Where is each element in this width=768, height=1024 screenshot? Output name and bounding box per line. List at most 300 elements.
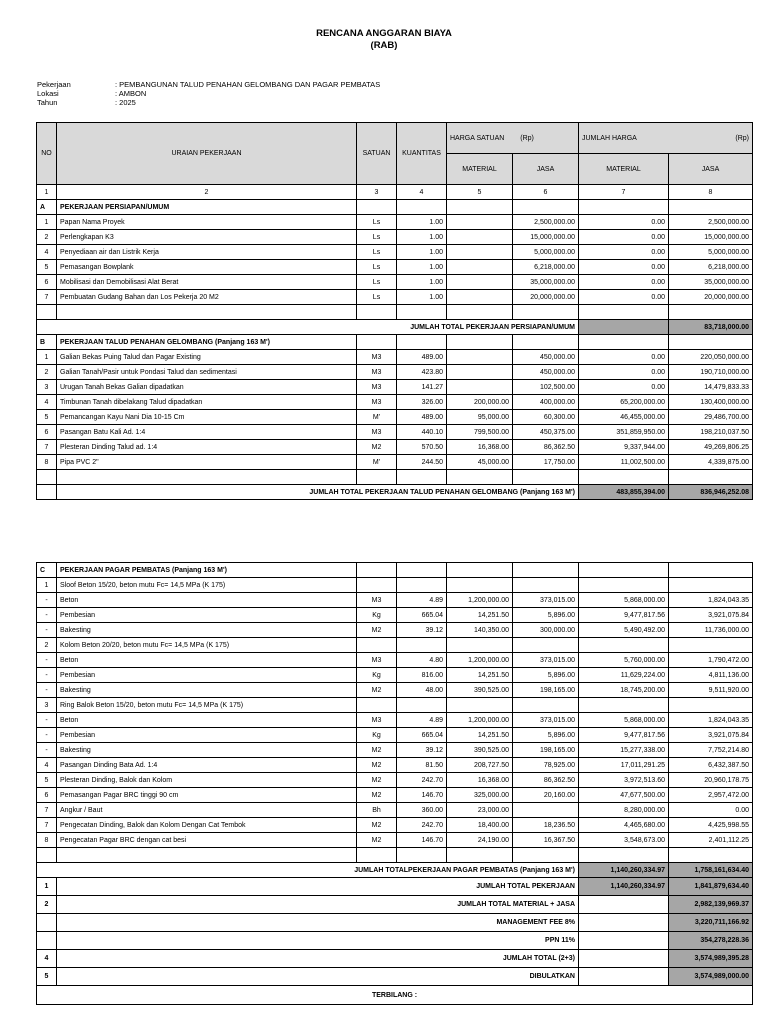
summary-label: JUMLAH TOTAL PEKERJAAN <box>57 878 579 896</box>
section-c-item-row <box>37 803 753 818</box>
section-b-jumlah-material: 11,002,500.00 <box>579 455 669 470</box>
section-c-no: - <box>37 608 57 623</box>
section-c-jumlah-material: 3,972,513.60 <box>579 773 669 788</box>
section-b-kuantitas: 489.00 <box>397 350 447 365</box>
section-a-no: 1 <box>37 215 57 230</box>
section-c-harga-material: 14,251.50 <box>447 728 513 743</box>
section-b-harga-jasa: 60,300.00 <box>513 410 579 425</box>
section-c-satuan: M2 <box>357 683 397 698</box>
header-harga-rp: (Rp) <box>520 134 534 142</box>
section-c-satuan: M2 <box>357 743 397 758</box>
section-c-uraian: Pengecatan Dinding, Balok dan Kolom Dengan Cat Tembok <box>57 818 357 833</box>
empty-cell <box>447 563 513 578</box>
empty-cell <box>513 563 579 578</box>
section-a-uraian: Mobilisasi dan Demobilisasi Alat Berat <box>57 275 357 290</box>
section-c-item-row <box>37 743 753 758</box>
section-a-no: 7 <box>37 290 57 305</box>
section-c-uraian: Pemasangan Pagar BRC tinggi 90 cm <box>57 788 357 803</box>
empty-cell <box>579 335 669 350</box>
section-c-item-row <box>37 818 753 833</box>
section-c-item-row <box>37 728 753 743</box>
section-b-jumlah-material: 46,455,000.00 <box>579 410 669 425</box>
section-c-jumlah-material: 5,868,000.00 <box>579 593 669 608</box>
section-b-harga-jasa: 86,362.50 <box>513 440 579 455</box>
section-b-satuan: M3 <box>357 380 397 395</box>
section-c-satuan: M2 <box>357 773 397 788</box>
section-c-satuan: M3 <box>357 713 397 728</box>
section-c-uraian: Kolom Beton 20/20, beton mutu Fc= 14,5 MPa (K 175) <box>57 638 357 653</box>
header-material-total: MATERIAL <box>579 154 669 185</box>
section-c-jumlah-material <box>579 638 669 653</box>
section-b-jumlah-jasa: 190,710,000.00 <box>669 365 753 380</box>
pekerjaan-label: Pekerjaan <box>37 80 71 89</box>
section-c-harga-material: 390,525.00 <box>447 683 513 698</box>
summary-material <box>579 932 669 950</box>
section-c-item-row <box>37 833 753 848</box>
section-b-item-row <box>37 455 753 470</box>
section-c-no: - <box>37 623 57 638</box>
summary-jasa: 3,220,711,166.92 <box>669 914 753 932</box>
section-c-no: 7 <box>37 803 57 818</box>
section-a-harga-material <box>447 230 513 245</box>
colnum-1: 1 <box>37 185 57 200</box>
section-b-uraian: Pemancangan Kayu Nani Dia 10-15 Cm <box>57 410 357 425</box>
section-c-satuan: M2 <box>357 788 397 803</box>
section-c-kuantitas: 81.50 <box>397 758 447 773</box>
section-a-jumlah-jasa: 6,218,000.00 <box>669 260 753 275</box>
section-c-jumlah-material: 18,745,200.00 <box>579 683 669 698</box>
section-c-harga-material: 23,000.00 <box>447 803 513 818</box>
summary-material <box>579 968 669 986</box>
section-c-harga-material <box>447 638 513 653</box>
empty-cell <box>357 563 397 578</box>
section-c-harga-jasa: 373,015.00 <box>513 713 579 728</box>
empty-cell <box>579 848 669 863</box>
summary-material <box>579 950 669 968</box>
section-c-item-row <box>37 593 753 608</box>
summary-no: 1 <box>37 878 57 896</box>
section-c-harga-jasa <box>513 803 579 818</box>
section-a-item-row <box>37 215 753 230</box>
section-c-uraian: Pembesian <box>57 728 357 743</box>
section-b-no: 2 <box>37 365 57 380</box>
section-b-harga-material: 200,000.00 <box>447 395 513 410</box>
summary-no: 5 <box>37 968 57 986</box>
section-c-jumlah-jasa: 7,752,214.80 <box>669 743 753 758</box>
section-b-header <box>37 335 753 350</box>
section-a-kuantitas: 1.00 <box>397 275 447 290</box>
summary-label: PPN 11% <box>57 932 579 950</box>
section-b-uraian: Timbunan Tanah dibelakang Talud dipadatkan <box>57 395 357 410</box>
section-b-no: 7 <box>37 440 57 455</box>
summary-row <box>37 914 753 932</box>
section-c-kuantitas: 146.70 <box>397 833 447 848</box>
summary-no: 2 <box>37 896 57 914</box>
section-a-uraian: Perlengkapan K3 <box>57 230 357 245</box>
empty-cell <box>397 200 447 215</box>
section-b-kuantitas: 423.80 <box>397 365 447 380</box>
section-b-jumlah-jasa: 49,269,806.25 <box>669 440 753 455</box>
header-material: MATERIAL <box>447 154 513 185</box>
empty-cell <box>357 470 397 485</box>
summary-material <box>579 896 669 914</box>
section-a-no: 5 <box>37 260 57 275</box>
section-a-jumlah-jasa: 15,000,000.00 <box>669 230 753 245</box>
section-a-jumlah-material: 0.00 <box>579 290 669 305</box>
pekerjaan-value: : PEMBANGUNAN TALUD PENAHAN GELOMBANG DAN PAGAR PEMBATAS <box>115 80 381 89</box>
empty-cell <box>37 848 57 863</box>
section-c-total-label: JUMLAH TOTALPEKERJAAN PAGAR PEMBATAS (Panjang 163 M') <box>37 863 579 878</box>
section-c-kuantitas <box>397 638 447 653</box>
section-c-jumlah-material: 47,677,500.00 <box>579 788 669 803</box>
empty-cell <box>57 848 357 863</box>
section-c-kuantitas: 39.12 <box>397 623 447 638</box>
section-a-total-row <box>37 320 753 335</box>
header-jumlah-rp: (Rp) <box>735 134 749 142</box>
section-a-jumlah-jasa: 35,000,000.00 <box>669 275 753 290</box>
section-b-item-row <box>37 380 753 395</box>
section-a-header <box>37 200 753 215</box>
section-c-harga-material <box>447 578 513 593</box>
empty-cell <box>579 470 669 485</box>
section-b-item-row <box>37 365 753 380</box>
tahun-value: : 2025 <box>115 98 136 107</box>
section-b-satuan: M' <box>357 455 397 470</box>
colnum-8: 8 <box>669 185 753 200</box>
section-c-header <box>37 563 753 578</box>
section-c-harga-jasa: 78,925.00 <box>513 758 579 773</box>
empty-cell <box>669 200 753 215</box>
document-title: RENCANA ANGGARAN BIAYA <box>316 28 452 39</box>
section-b-jumlah-material: 9,337,944.00 <box>579 440 669 455</box>
section-b-no: 8 <box>37 455 57 470</box>
section-c-uraian: Pengecatan Pagar BRC dengan cat besi <box>57 833 357 848</box>
section-a-total-label: JUMLAH TOTAL PEKERJAAN PERSIAPAN/UMUM <box>37 320 579 335</box>
summary-jasa: 1,841,879,634.40 <box>669 878 753 896</box>
section-a-jumlah-jasa: 20,000,000.00 <box>669 290 753 305</box>
section-a-jumlah-material: 0.00 <box>579 230 669 245</box>
empty-cell <box>447 848 513 863</box>
section-b-harga-material: 799,500.00 <box>447 425 513 440</box>
section-c-item-row <box>37 698 753 713</box>
section-a-harga-jasa: 15,000,000.00 <box>513 230 579 245</box>
section-b-kuantitas: 570.50 <box>397 440 447 455</box>
empty-cell <box>397 848 447 863</box>
section-c-harga-material: 1,200,000.00 <box>447 713 513 728</box>
section-b-jumlah-jasa: 130,400,000.00 <box>669 395 753 410</box>
section-a-satuan: Ls <box>357 230 397 245</box>
section-c-total-material: 1,140,260,334.97 <box>579 863 669 878</box>
section-c-harga-jasa: 198,165.00 <box>513 683 579 698</box>
section-b-uraian: Plesteran Dinding Talud ad. 1:4 <box>57 440 357 455</box>
section-b-jumlah-material: 0.00 <box>579 380 669 395</box>
empty-cell <box>357 848 397 863</box>
column-number-row <box>37 185 753 200</box>
section-a-code: A <box>37 200 57 215</box>
section-b-kuantitas: 141.27 <box>397 380 447 395</box>
section-c-harga-material: 14,251.50 <box>447 608 513 623</box>
summary-label: MANAGEMENT FEE 8% <box>57 914 579 932</box>
section-c-harga-jasa <box>513 698 579 713</box>
empty-cell <box>57 470 357 485</box>
section-a-item-row <box>37 275 753 290</box>
section-c-harga-material: 24,190.00 <box>447 833 513 848</box>
colnum-6: 6 <box>513 185 579 200</box>
section-c-item-row <box>37 623 753 638</box>
section-c-jumlah-material: 9,477,817.56 <box>579 728 669 743</box>
summary-label: JUMLAH TOTAL MATERIAL + JASA <box>57 896 579 914</box>
section-c-no: - <box>37 593 57 608</box>
header-satuan: SATUAN <box>357 123 397 185</box>
section-a-no: 4 <box>37 245 57 260</box>
section-b-jumlah-jasa: 198,210,037.50 <box>669 425 753 440</box>
section-b-harga-material <box>447 380 513 395</box>
section-c-harga-jasa: 16,367.50 <box>513 833 579 848</box>
empty-cell <box>513 200 579 215</box>
section-c-harga-material: 16,368.00 <box>447 773 513 788</box>
summary-material: 1,140,260,334.97 <box>579 878 669 896</box>
section-b-satuan: M' <box>357 410 397 425</box>
empty-cell <box>397 335 447 350</box>
section-b-total-material: 483,855,394.00 <box>579 485 669 500</box>
section-a-no: 6 <box>37 275 57 290</box>
section-c-uraian: Beton <box>57 653 357 668</box>
section-b-code: B <box>37 335 57 350</box>
empty-cell <box>513 335 579 350</box>
empty-cell <box>37 485 57 500</box>
section-a-item-row <box>37 230 753 245</box>
section-b-title: PEKERJAAN TALUD PENAHAN GELOMBANG (Panjang 163 M') <box>57 335 357 350</box>
header-no: NO <box>37 123 57 185</box>
section-a-kuantitas: 1.00 <box>397 290 447 305</box>
lokasi-value: : AMBON <box>115 89 147 98</box>
section-b-no: 1 <box>37 350 57 365</box>
section-c-jumlah-material: 9,477,817.56 <box>579 608 669 623</box>
section-c-jumlah-material: 15,277,338.00 <box>579 743 669 758</box>
section-c-uraian: Angkur / Baut <box>57 803 357 818</box>
empty-cell <box>447 335 513 350</box>
summary-jasa: 2,982,139,969.37 <box>669 896 753 914</box>
section-c-jumlah-jasa: 11,736,000.00 <box>669 623 753 638</box>
section-c-code: C <box>37 563 57 578</box>
section-c-no: 1 <box>37 578 57 593</box>
section-c-jumlah-jasa: 2,401,112.25 <box>669 833 753 848</box>
section-b-total-row <box>37 485 753 500</box>
section-b-no: 6 <box>37 425 57 440</box>
section-c-harga-jasa: 373,015.00 <box>513 593 579 608</box>
section-c-kuantitas <box>397 578 447 593</box>
section-c-no: - <box>37 683 57 698</box>
section-b-kuantitas: 489.00 <box>397 410 447 425</box>
section-c-no: - <box>37 668 57 683</box>
empty-cell <box>397 563 447 578</box>
section-c-jumlah-material: 17,011,291.25 <box>579 758 669 773</box>
section-b-harga-material <box>447 365 513 380</box>
section-b-harga-jasa: 450,000.00 <box>513 365 579 380</box>
section-c-satuan: Kg <box>357 728 397 743</box>
summary-row <box>37 878 753 896</box>
section-b-item-row <box>37 425 753 440</box>
empty-cell <box>579 305 669 320</box>
section-b-satuan: M3 <box>357 425 397 440</box>
section-c-no: - <box>37 653 57 668</box>
colnum-5: 5 <box>447 185 513 200</box>
section-b-jumlah-material: 0.00 <box>579 350 669 365</box>
section-c-jumlah-material <box>579 698 669 713</box>
section-a-total-jasa: 83,718,000.00 <box>669 320 753 335</box>
section-c-kuantitas: 4.89 <box>397 593 447 608</box>
section-b-no: 4 <box>37 395 57 410</box>
section-b-jumlah-material: 351,859,950.00 <box>579 425 669 440</box>
summary-jasa: 354,278,228.36 <box>669 932 753 950</box>
section-c-item-row <box>37 758 753 773</box>
section-b-harga-jasa: 450,000.00 <box>513 350 579 365</box>
terbilang-row <box>37 986 753 1005</box>
section-c-satuan <box>357 578 397 593</box>
section-c-harga-jasa: 5,896.00 <box>513 608 579 623</box>
section-a-no: 2 <box>37 230 57 245</box>
empty-cell <box>669 848 753 863</box>
section-c-no: - <box>37 743 57 758</box>
section-b-jumlah-jasa: 220,050,000.00 <box>669 350 753 365</box>
tahun-label: Tahun <box>37 98 58 107</box>
section-c-harga-jasa: 300,000.00 <box>513 623 579 638</box>
section-c-harga-material: 1,200,000.00 <box>447 653 513 668</box>
section-c-jumlah-jasa: 6,432,387.50 <box>669 758 753 773</box>
section-a-harga-material <box>447 260 513 275</box>
rab-table-ab <box>36 122 753 500</box>
section-b-uraian: Galian Bekas Puing Talud dan Pagar Existing <box>57 350 357 365</box>
section-a-kuantitas: 1.00 <box>397 260 447 275</box>
section-c-satuan <box>357 638 397 653</box>
summary-no: 4 <box>37 950 57 968</box>
section-b-kuantitas: 326.00 <box>397 395 447 410</box>
section-b-uraian: Pipa PVC 2" <box>57 455 357 470</box>
section-c-uraian: Bakesting <box>57 683 357 698</box>
section-c-kuantitas: 4.80 <box>397 653 447 668</box>
summary-row <box>37 950 753 968</box>
section-c-item-row <box>37 773 753 788</box>
section-c-kuantitas: 360.00 <box>397 803 447 818</box>
section-b-jumlah-jasa: 29,486,700.00 <box>669 410 753 425</box>
empty-cell <box>579 563 669 578</box>
colnum-2: 2 <box>57 185 357 200</box>
section-b-jumlah-material: 65,200,000.00 <box>579 395 669 410</box>
section-c-satuan: M3 <box>357 653 397 668</box>
summary-material <box>579 914 669 932</box>
section-a-uraian: Papan Nama Proyek <box>57 215 357 230</box>
section-b-kuantitas: 244.50 <box>397 455 447 470</box>
section-a-harga-material <box>447 215 513 230</box>
spacer-row <box>37 470 753 485</box>
header-harga-satuan-label: HARGA SATUAN <box>450 134 505 142</box>
section-a-item-row <box>37 290 753 305</box>
section-c-item-row <box>37 713 753 728</box>
section-b-harga-material: 45,000.00 <box>447 455 513 470</box>
section-a-satuan: Ls <box>357 215 397 230</box>
section-c-uraian: Pembesian <box>57 608 357 623</box>
empty-cell <box>37 470 57 485</box>
section-c-uraian: Beton <box>57 713 357 728</box>
section-a-jumlah-material: 0.00 <box>579 245 669 260</box>
section-c-harga-jasa: 20,160.00 <box>513 788 579 803</box>
empty-cell <box>357 335 397 350</box>
section-c-harga-jasa: 373,015.00 <box>513 653 579 668</box>
section-c-harga-jasa: 198,165.00 <box>513 743 579 758</box>
empty-cell <box>397 305 447 320</box>
section-c-no: 2 <box>37 638 57 653</box>
section-c-uraian: Bakesting <box>57 623 357 638</box>
section-a-jumlah-jasa: 2,500,000.00 <box>669 215 753 230</box>
section-c-harga-material <box>447 698 513 713</box>
colnum-3: 3 <box>357 185 397 200</box>
section-c-kuantitas: 39.12 <box>397 743 447 758</box>
section-b-harga-jasa: 400,000.00 <box>513 395 579 410</box>
section-b-satuan: M3 <box>357 350 397 365</box>
section-a-title: PEKERJAAN PERSIAPAN/UMUM <box>57 200 357 215</box>
section-b-item-row <box>37 440 753 455</box>
section-c-item-row <box>37 608 753 623</box>
section-c-jumlah-jasa: 1,824,043.35 <box>669 713 753 728</box>
empty-cell <box>37 305 57 320</box>
section-b-uraian: Pasangan Batu Kali Ad. 1:4 <box>57 425 357 440</box>
section-c-harga-jasa: 5,896.00 <box>513 668 579 683</box>
section-c-jumlah-material: 11,629,224.00 <box>579 668 669 683</box>
section-c-jumlah-jasa: 3,921,075.84 <box>669 728 753 743</box>
empty-cell <box>513 470 579 485</box>
spacer-row <box>37 848 753 863</box>
section-b-harga-jasa: 102,500.00 <box>513 380 579 395</box>
header-jasa-total: JASA <box>669 154 753 185</box>
section-a-harga-jasa: 2,500,000.00 <box>513 215 579 230</box>
section-c-jumlah-jasa: 0.00 <box>669 803 753 818</box>
section-b-kuantitas: 440.10 <box>397 425 447 440</box>
terbilang-text: TERBILANG : <box>37 986 753 1005</box>
section-c-satuan: M2 <box>357 758 397 773</box>
section-c-jumlah-jasa: 4,425,998.55 <box>669 818 753 833</box>
section-c-item-row <box>37 788 753 803</box>
spacer-row <box>37 305 753 320</box>
section-a-kuantitas: 1.00 <box>397 245 447 260</box>
section-c-jumlah-jasa: 9,511,920.00 <box>669 683 753 698</box>
section-c-uraian: Beton <box>57 593 357 608</box>
header-jumlah-harga <box>579 123 753 154</box>
summary-row <box>37 896 753 914</box>
section-b-jumlah-jasa: 4,339,875.00 <box>669 455 753 470</box>
section-a-satuan: Ls <box>357 290 397 305</box>
section-c-jumlah-material: 4,465,680.00 <box>579 818 669 833</box>
section-c-harga-jasa: 18,236.50 <box>513 818 579 833</box>
section-b-uraian: Galian Tanah/Pasir untuk Pondasi Talud dan sedimentasi <box>57 365 357 380</box>
section-b-item-row <box>37 395 753 410</box>
section-c-kuantitas: 4.89 <box>397 713 447 728</box>
section-b-uraian: Urugan Tanah Bekas Galian dipadatkan <box>57 380 357 395</box>
section-a-harga-material <box>447 245 513 260</box>
section-b-satuan: M3 <box>357 365 397 380</box>
section-a-uraian: Pemasangan Bowplank <box>57 260 357 275</box>
section-c-uraian: Ring Balok Beton 15/20, beton mutu Fc= 14,5 MPa (K 175) <box>57 698 357 713</box>
section-c-satuan: M2 <box>357 623 397 638</box>
section-b-harga-jasa: 450,375.00 <box>513 425 579 440</box>
section-c-satuan: Kg <box>357 668 397 683</box>
section-c-kuantitas: 242.70 <box>397 773 447 788</box>
section-a-kuantitas: 1.00 <box>397 230 447 245</box>
summary-row <box>37 968 753 986</box>
section-c-no: 5 <box>37 773 57 788</box>
section-c-no: 6 <box>37 788 57 803</box>
empty-cell <box>57 305 357 320</box>
summary-label: JUMLAH TOTAL (2+3) <box>57 950 579 968</box>
